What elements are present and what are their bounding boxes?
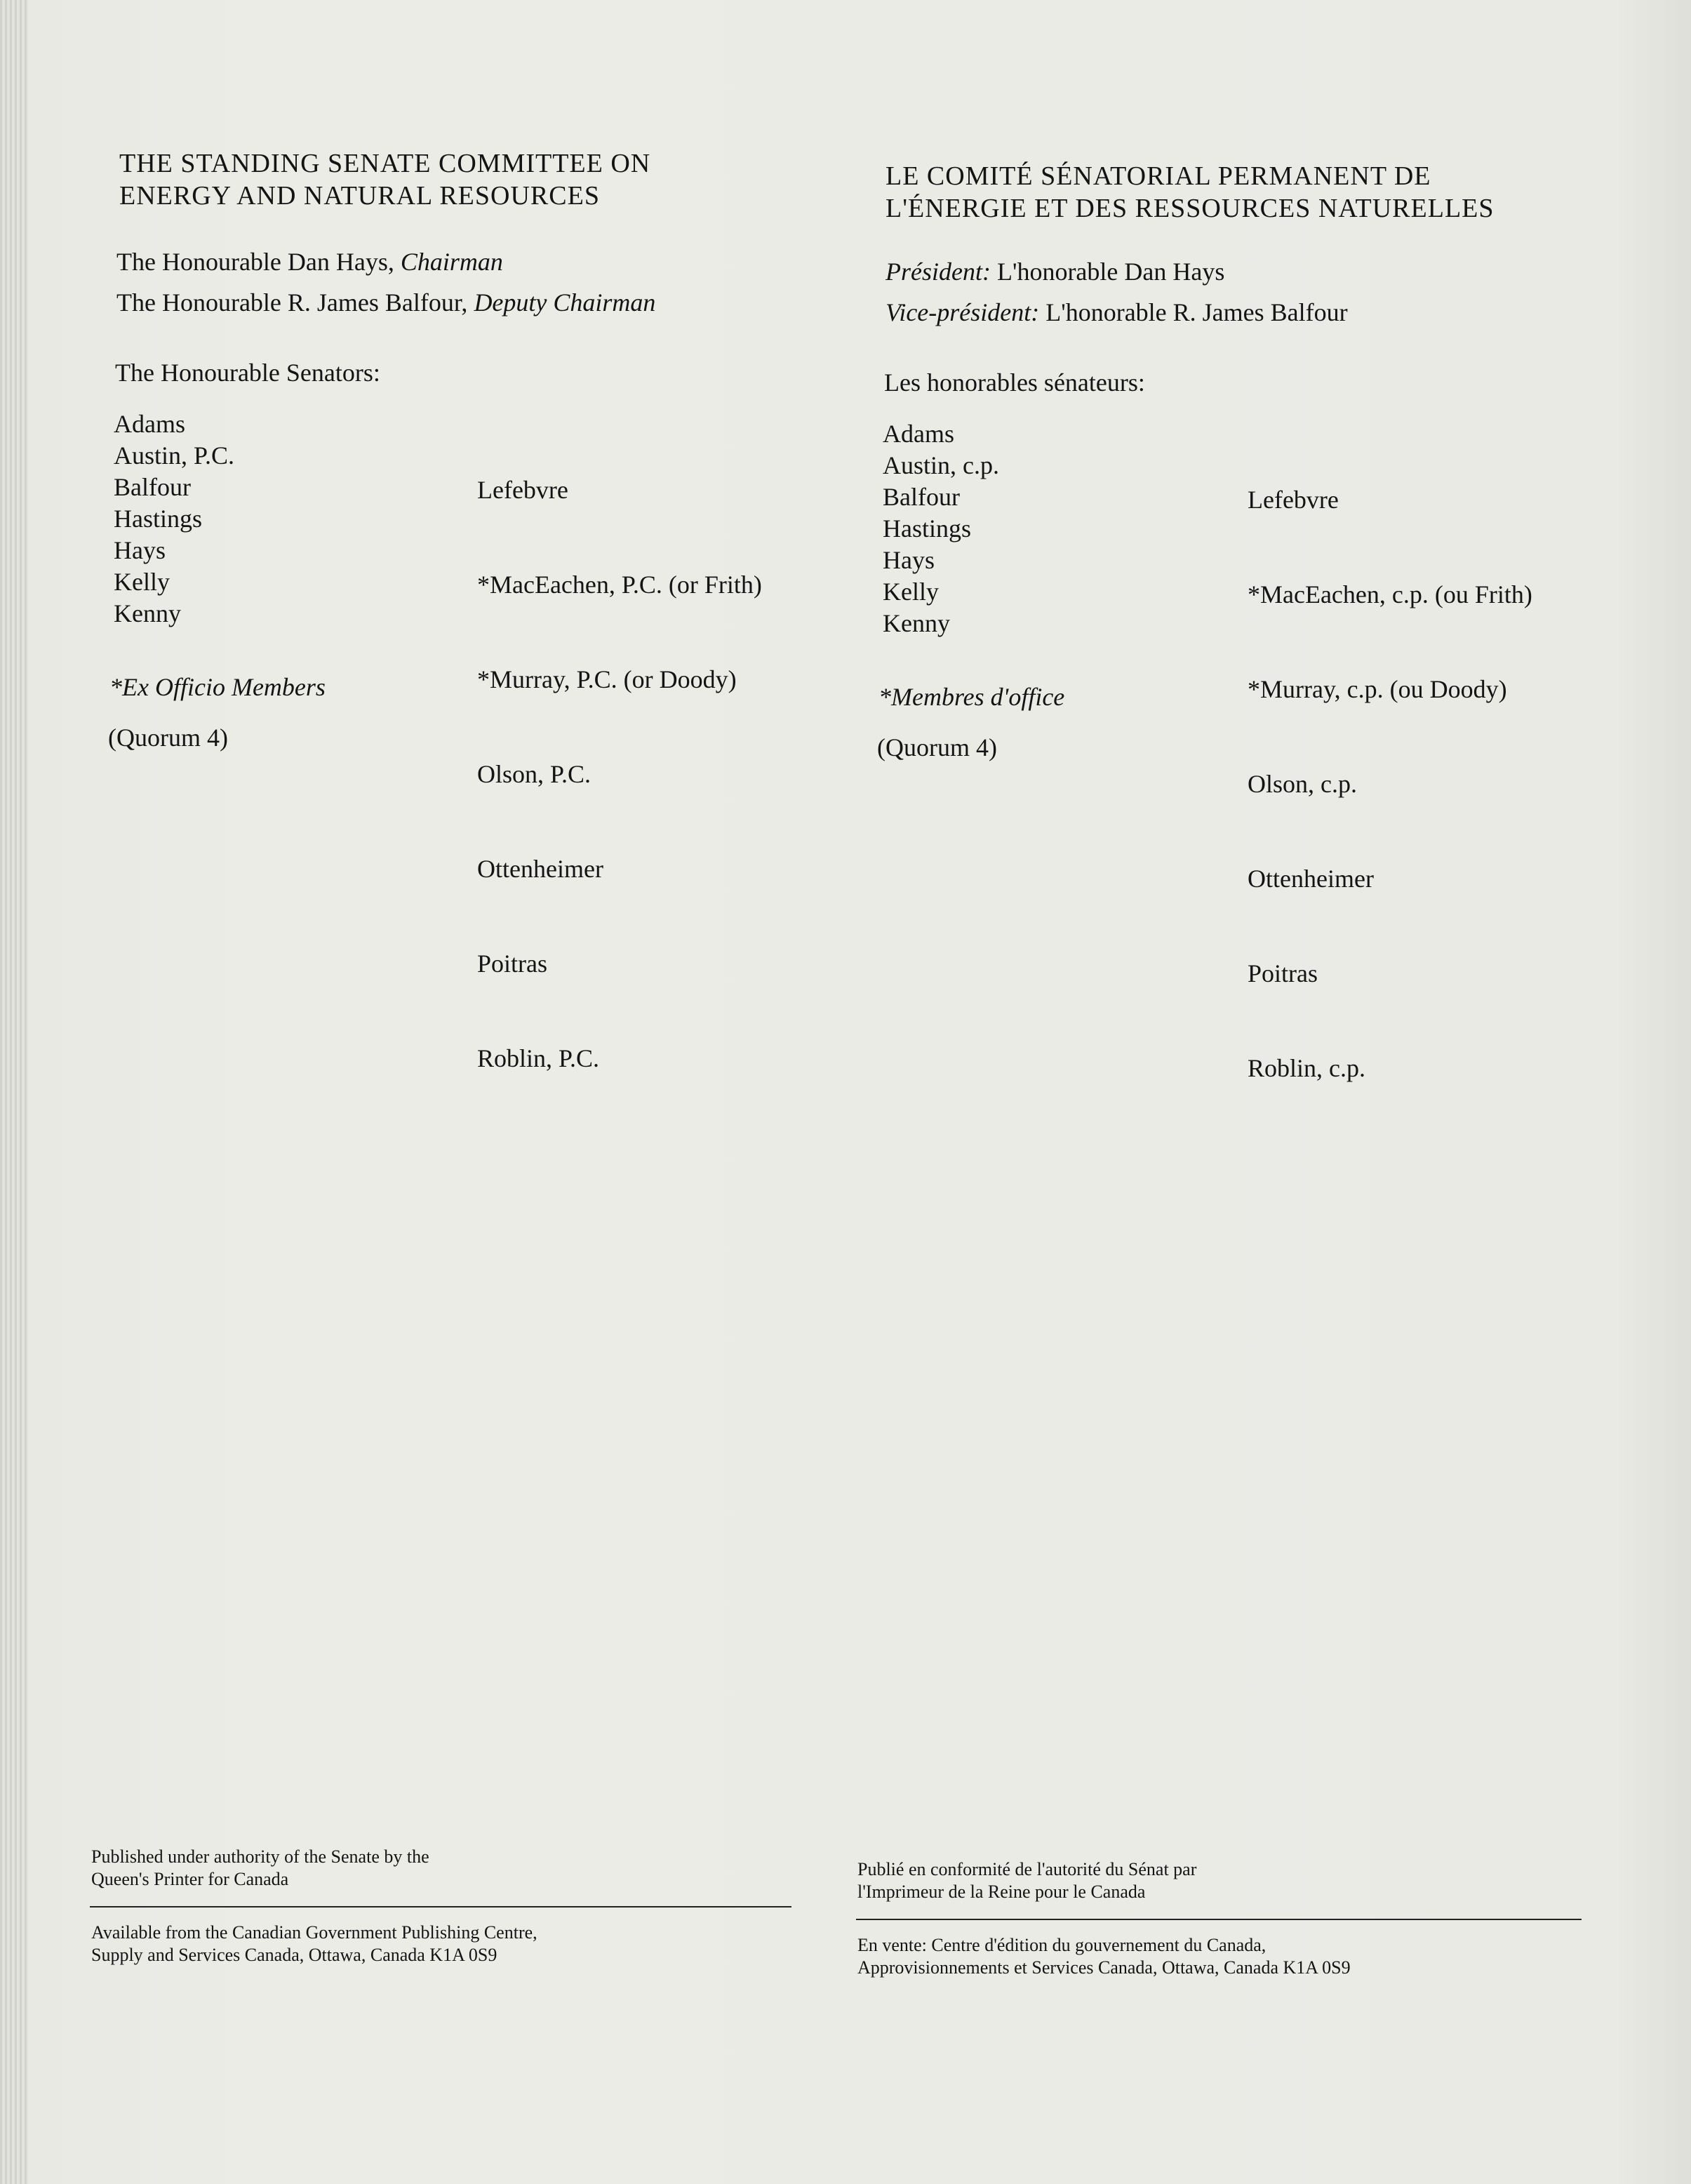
french-heading-line2: L'ÉNERGIE ET DES RESSOURCES NATURELLES bbox=[885, 194, 1495, 223]
english-footer-line2: Queen's Printer for Canada bbox=[91, 1869, 289, 1889]
english-footer-line4: Supply and Services Canada, Ottawa, Canada K1A 0S9 bbox=[91, 1945, 497, 1965]
senator-name: Olson, c.p. bbox=[1248, 770, 1357, 798]
english-names-col1 bbox=[114, 408, 234, 630]
senator-name: Olson, P.C. bbox=[477, 760, 591, 788]
french-footer-line1: Publié en conformité de l'autorité du Sénat par bbox=[857, 1859, 1197, 1879]
french-names-col2 bbox=[1248, 421, 1532, 1147]
senator-name: Hays bbox=[883, 546, 935, 574]
english-quorum: (Quorum 4) bbox=[108, 724, 228, 752]
english-heading-line2: ENERGY AND NATURAL RESOURCES bbox=[119, 181, 600, 211]
senator-name: Lefebvre bbox=[477, 476, 568, 504]
senator-name: *MacEachen, P.C. (or Frith) bbox=[477, 571, 762, 599]
english-heading-line1: THE STANDING SENATE COMMITTEE ON bbox=[119, 149, 651, 178]
senator-name: Austin, c.p. bbox=[883, 451, 999, 479]
english-chair-line bbox=[116, 247, 503, 277]
page-edge-stack bbox=[0, 0, 28, 2184]
english-names-col2 bbox=[477, 411, 762, 1138]
english-footer-line1: Published under authority of the Senate by the bbox=[91, 1846, 429, 1867]
senator-name: Hastings bbox=[883, 514, 971, 542]
senator-name: *Murray, c.p. (ou Doody) bbox=[1248, 675, 1507, 703]
senator-name: Kenny bbox=[883, 609, 950, 637]
french-quorum: (Quorum 4) bbox=[877, 733, 997, 761]
deputy-name: L'honorable R. James Balfour bbox=[1039, 298, 1348, 326]
senator-name: Ottenheimer bbox=[1248, 865, 1374, 893]
english-footer-line3: Available from the Canadian Government Publishing Centre, bbox=[91, 1922, 537, 1943]
french-names-col1 bbox=[883, 418, 999, 639]
senator-name: Poitras bbox=[1248, 959, 1318, 987]
chair-role: Chairman bbox=[400, 248, 503, 276]
french-chair-line bbox=[885, 257, 1224, 286]
french-footer-line2: l'Imprimeur de la Reine pour le Canada bbox=[857, 1882, 1146, 1902]
senator-name: Roblin, P.C. bbox=[477, 1044, 600, 1072]
chair-role: Président: bbox=[885, 258, 991, 286]
french-ex-officio-note: *Membres d'office bbox=[878, 683, 1065, 711]
english-deputy-line bbox=[116, 288, 655, 317]
senator-name: *Murray, P.C. (or Doody) bbox=[477, 665, 737, 693]
deputy-name: The Honourable R. James Balfour, bbox=[116, 288, 474, 317]
senator-name: Austin, P.C. bbox=[114, 441, 235, 470]
french-footer-line3: En vente: Centre d'édition du gouvernement du Canada, bbox=[857, 1935, 1266, 1955]
english-ex-officio-note: *Ex Officio Members bbox=[109, 673, 326, 701]
french-footer-line4: Approvisionnements et Services Canada, Ottawa, Canada K1A 0S9 bbox=[857, 1957, 1351, 1978]
senator-name: Poitras bbox=[477, 950, 548, 978]
senator-name: Roblin, c.p. bbox=[1248, 1054, 1365, 1082]
senator-name: *MacEachen, c.p. (ou Frith) bbox=[1248, 580, 1532, 608]
chair-name: L'honorable Dan Hays bbox=[990, 258, 1225, 286]
deputy-role: Vice-président: bbox=[885, 298, 1040, 326]
french-senators-label: Les honorables sénateurs: bbox=[884, 368, 1145, 397]
french-footer-rule bbox=[856, 1919, 1582, 1920]
senator-name: Kelly bbox=[883, 578, 939, 606]
chair-name: The Honourable Dan Hays, bbox=[116, 248, 401, 276]
senator-name: Kenny bbox=[114, 599, 181, 627]
senator-name: Hays bbox=[114, 536, 166, 564]
senator-name: Adams bbox=[883, 420, 954, 448]
senator-name: Lefebvre bbox=[1248, 486, 1339, 514]
senator-name: Hastings bbox=[114, 505, 202, 533]
deputy-role: Deputy Chairman bbox=[474, 288, 656, 317]
french-heading-line1: LE COMITÉ SÉNATORIAL PERMANENT DE bbox=[885, 161, 1431, 191]
english-senators-label: The Honourable Senators: bbox=[115, 359, 380, 387]
senator-name: Ottenheimer bbox=[477, 855, 603, 883]
french-deputy-line bbox=[885, 298, 1348, 327]
english-footer-rule bbox=[90, 1906, 791, 1907]
senator-name: Kelly bbox=[114, 568, 170, 596]
senator-name: Balfour bbox=[114, 473, 191, 501]
senator-name: Adams bbox=[114, 410, 185, 438]
senator-name: Balfour bbox=[883, 483, 960, 511]
